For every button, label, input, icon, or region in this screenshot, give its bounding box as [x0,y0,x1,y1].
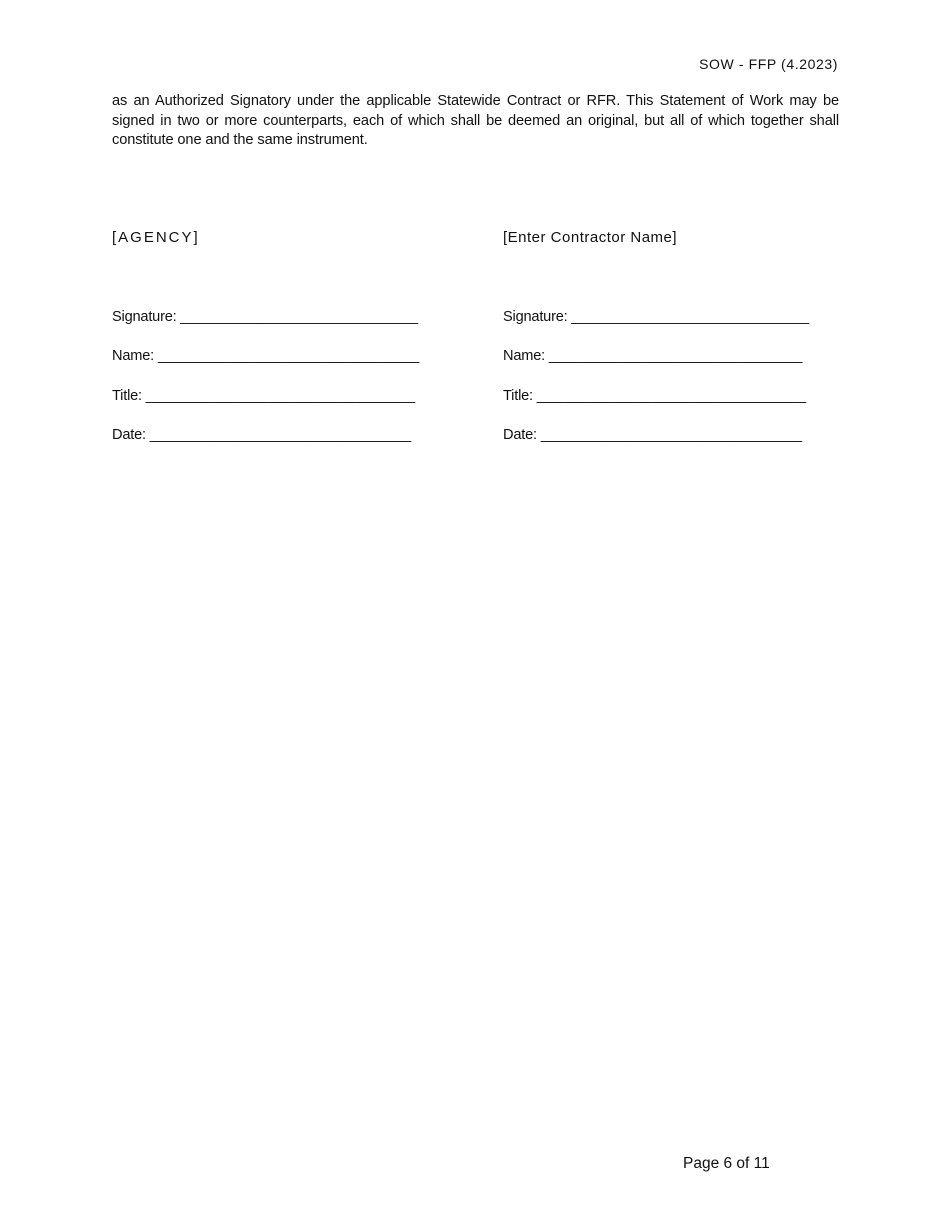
contractor-signature-line: Signature: ______________________________ [503,309,809,325]
contractor-heading: [Enter Contractor Name] [503,229,678,246]
contractor-name-line: Name: ________________________________ [503,348,803,364]
agency-signature-line: Signature: ______________________________ [112,309,418,325]
page-number: Page 6 of 11 [683,1155,770,1172]
document-code: SOW - FFP (4.2023) [699,56,838,72]
agency-date-line: Date: _________________________________ [112,427,411,443]
agency-heading: [AGENCY] [112,229,200,246]
contractor-date-line: Date: _________________________________ [503,427,802,443]
contractor-title-line: Title: __________________________________ [503,388,806,404]
agency-title-line: Title: __________________________________ [112,388,415,404]
agency-name-line: Name: _________________________________ [112,348,420,364]
signatory-paragraph: as an Authorized Signatory under the applicable Statewide Contract or RFR. This Statement of Work may be signed in two or more counterparts, each of which shall be deemed an original, but all of which together shall constitute one and the same instrument. [112,93,839,148]
